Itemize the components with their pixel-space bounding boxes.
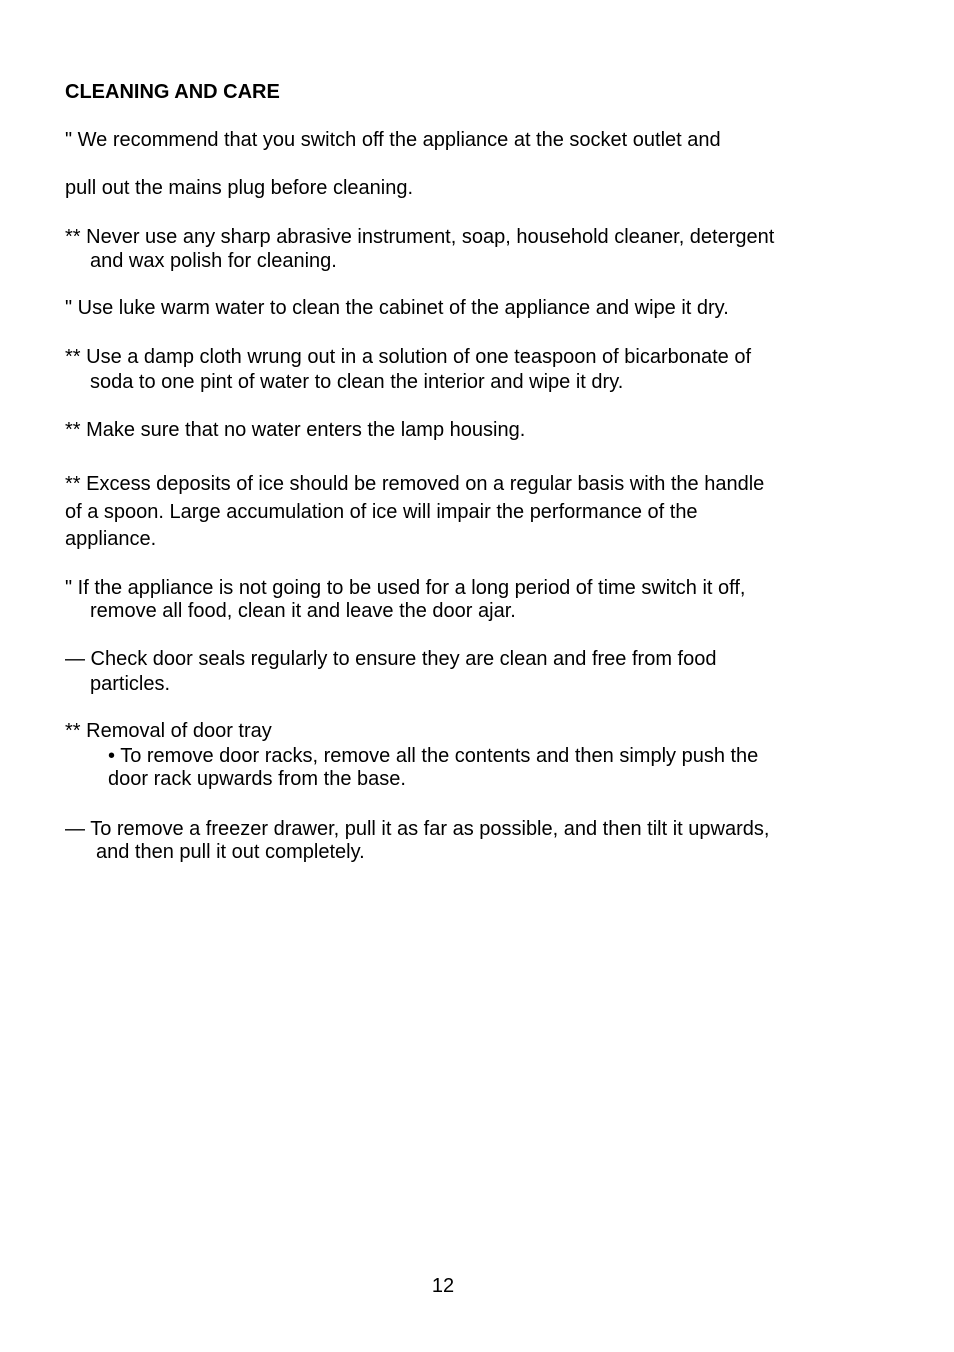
text-line: ** Make sure that no water enters the lamp housing. [65,419,526,441]
section-heading: CLEANING AND CARE [65,81,280,103]
text-line: pull out the mains plug before cleaning. [65,177,414,199]
text-line: " If the appliance is not going to be used for a long period of time switch it off, [65,577,746,599]
page-number: 12 [431,1275,455,1297]
text-line: ** Removal of door tray [65,720,272,742]
text-line: ** Excess deposits of ice should be removed on a regular basis with the handle [65,473,765,495]
text-line: • To remove door racks, remove all the contents and then simply push the [108,745,759,767]
text-line: " Use luke warm water to clean the cabinet of the appliance and wipe it dry. [65,297,729,319]
text-line: ** Use a damp cloth wrung out in a solution of one teaspoon of bicarbonate of [65,346,752,368]
text-line: of a spoon. Large accumulation of ice will impair the performance of the [65,501,698,523]
text-line: and wax polish for cleaning. [90,250,337,272]
text-line: — Check door seals regularly to ensure they are clean and free from food [65,648,717,670]
text-line: — To remove a freezer drawer, pull it as far as possible, and then tilt it upwards, [65,818,770,840]
text-line: door rack upwards from the base. [108,768,406,790]
text-line: particles. [90,673,171,695]
text-line: soda to one pint of water to clean the interior and wipe it dry. [90,371,624,393]
text-line: appliance. [65,528,157,550]
text-line: ** Never use any sharp abrasive instrument, soap, household cleaner, detergent [65,226,775,248]
text-line: and then pull it out completely. [96,841,365,863]
text-line: remove all food, clean it and leave the door ajar. [90,600,516,622]
text-line: " We recommend that you switch off the appliance at the socket outlet and [65,129,721,151]
